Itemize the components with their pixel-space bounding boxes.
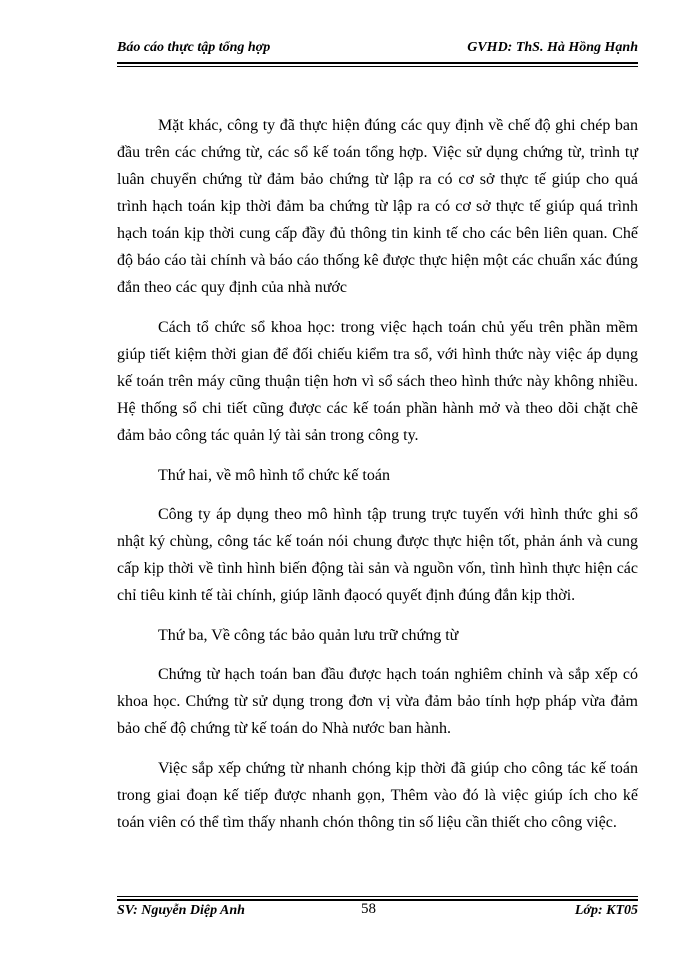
page-header [117,40,638,62]
page-footer [117,903,638,925]
header-rule-thin [117,66,638,67]
header-supervisor: GVHD: ThS. Hà Hồng Hạnh [467,40,638,55]
footer-student-name: SV: Nguyễn Diệp Anh [117,903,245,918]
page-number: 58 [361,901,376,917]
paragraph-bookkeeping: Cách tổ chức sổ khoa học: trong việc hạch toán chủ yếu trên phần mềm giúp tiết kiệm thời gian để đối chiếu kiểm tra sổ, với hình thức này việc áp dụng kế toán trên máy cũng thuận tiện hơn vì sổ sách theo hình thức này không nhiều. Hệ thống sổ chi tiết cũng được các kế toán phần hành mở và theo dõi chặt chẽ đảm bảo công tác quản lý tài sản trong công ty. [117,319,638,444]
paragraph-document-storage: Chứng từ hạch toán ban đầu được hạch toán nghiêm chỉnh và sắp xếp có khoa học. Chứng từ sử dụng trong đơn vị vừa đảm bảo tính hợp pháp vừa đảm bảo chế độ chứng từ kế toán do Nhà nước ban hành. [117,666,638,737]
footer-class: Lớp: KT05 [574,903,638,918]
header-rule [117,62,638,64]
header-report-title: Báo cáo thực tập tổng hợp [117,40,271,55]
paragraph-accounting-model: Công ty áp dụng theo mô hình tập trung trực tuyến với hình thức ghi sổ nhật ký chùng, công tác kế toán nói chung được thực hiện tốt, phản ánh và cung cấp kịp thời về tình hình biến động tài sản và nguồn vốn, tình hình thực hiện các chỉ tiêu kinh tế tài chính, giúp lãnh đạocó quyết định đúng đắn kịp thời. [117,506,638,604]
footer-rule-thin [117,896,638,897]
paragraph-compliance: Mặt khác, công ty đã thực hiện đúng các quy định về chế độ ghi chép ban đầu trên các chứng từ, các sổ kế toán tổng hợp. Việc sử dụng chứng từ, trình tự luân chuyển chứng từ đảm bảo chứng từ lập ra có cơ sở thực tế giúp cho quá trình hạch toán kịp thời đảm ba chứng từ lập ra có cơ sở thực tế giúp quá trình hạch toán kịp thời cung cấp đầy đủ thông tin kinh tế cho các bên liên quan. Chế độ báo cáo tài chính và báo cáo thống kê được thực hiện một các chuẩn xác đúng đắn theo các quy định của nhà nước [117,117,638,296]
heading-third-point: Thứ ba, Về công tác bảo quản lưu trữ chứng từ [158,627,459,644]
paragraph-document-arrangement: Việc sắp xếp chứng từ nhanh chóng kịp thời đã giúp cho công tác kế toán trong giai đoạn kế tiếp được nhanh gọn, Thêm vào đó là việc giúp ích cho kế toán viên có thể tìm thấy nhanh chón thông tin số liệu cần thiết cho công việc. [117,760,638,831]
heading-second-point: Thứ hai, về mô hình tổ chức kế toán [158,467,390,484]
document-body [117,112,638,849]
footer-rule [117,899,638,901]
